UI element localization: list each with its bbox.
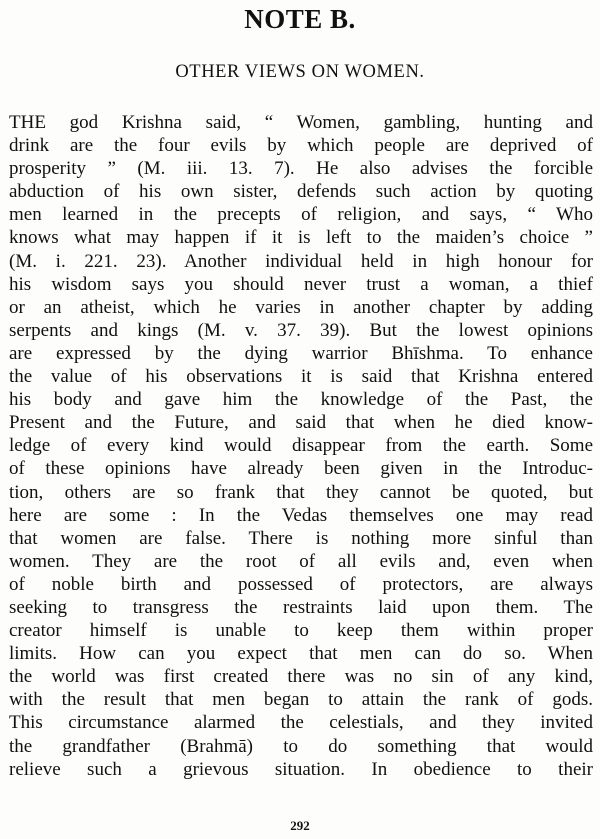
body-line: here are some : In the Vedas themselves one may read: [9, 504, 593, 526]
note-title: NOTE B.: [244, 4, 356, 34]
body-line: serpents and kings (M. v. 37. 39). But the lowest opinions: [9, 319, 593, 341]
body-line: Present and the Future, and said that when he died know-: [9, 412, 593, 434]
body-line: the world was first created there was no sin of any kind,: [9, 666, 593, 688]
body-line: tion, others are so frank that they cannot be quoted, but: [9, 481, 593, 503]
page-number: 292: [290, 818, 310, 833]
body-line: his body and gave him the knowledge of the Past, the: [9, 389, 593, 411]
body-line: the grandfather (Brahmā) to do something that would: [9, 735, 593, 757]
body-line: (M. i. 221. 23). Another individual held in high honour for: [9, 250, 593, 272]
body-line: women. They are the root of all evils and, even when: [9, 550, 593, 572]
body-line: his wisdom says you should never trust a woman, a thief: [9, 273, 593, 295]
body-line: abduction of his own sister, defends such action by quoting: [9, 181, 593, 203]
body-line: seeking to transgress the restraints laid upon them. The: [9, 596, 593, 618]
body-line: knows what may happen if it is left to the maiden’s choice ”: [9, 227, 593, 249]
body-line: with the result that men began to attain the rank of gods.: [9, 689, 593, 711]
body-line: THE god Krishna said, “ Women, gambling, hunting and: [9, 112, 593, 133]
body-line: prosperity ” (M. iii. 13. 7). He also advises the forcible: [9, 158, 593, 180]
body-line: ledge of every kind would disappear from the earth. Some: [9, 435, 593, 457]
body-line: of these opinions have already been given in the Introduc-: [9, 458, 593, 480]
body-line: are expressed by the dying warrior Bhīshma. To enhance: [9, 342, 593, 364]
body-line: that women are false. There is nothing more sinful than: [9, 527, 593, 549]
section-title: OTHER VIEWS ON WOMEN.: [175, 62, 425, 82]
body-line: of noble birth and possessed of protectors, are always: [9, 573, 593, 595]
body-line: This circumstance alarmed the celestials, and they invited: [9, 712, 593, 734]
body-paragraph: [9, 111, 593, 781]
body-line: limits. How can you expect that men can do so. When: [9, 643, 593, 665]
body-line: drink are the four evils by which people are deprived of: [9, 135, 593, 157]
body-line: creator himself is unable to keep them within proper: [9, 620, 593, 642]
body-line: relieve such a grievous situation. In obedience to their: [9, 758, 593, 780]
body-line: or an atheist, which he varies in another chapter by adding: [9, 296, 593, 318]
body-line: men learned in the precepts of religion, and says, “ Who: [9, 204, 593, 226]
body-line: the value of his observations it is said that Krishna entered: [9, 366, 593, 388]
